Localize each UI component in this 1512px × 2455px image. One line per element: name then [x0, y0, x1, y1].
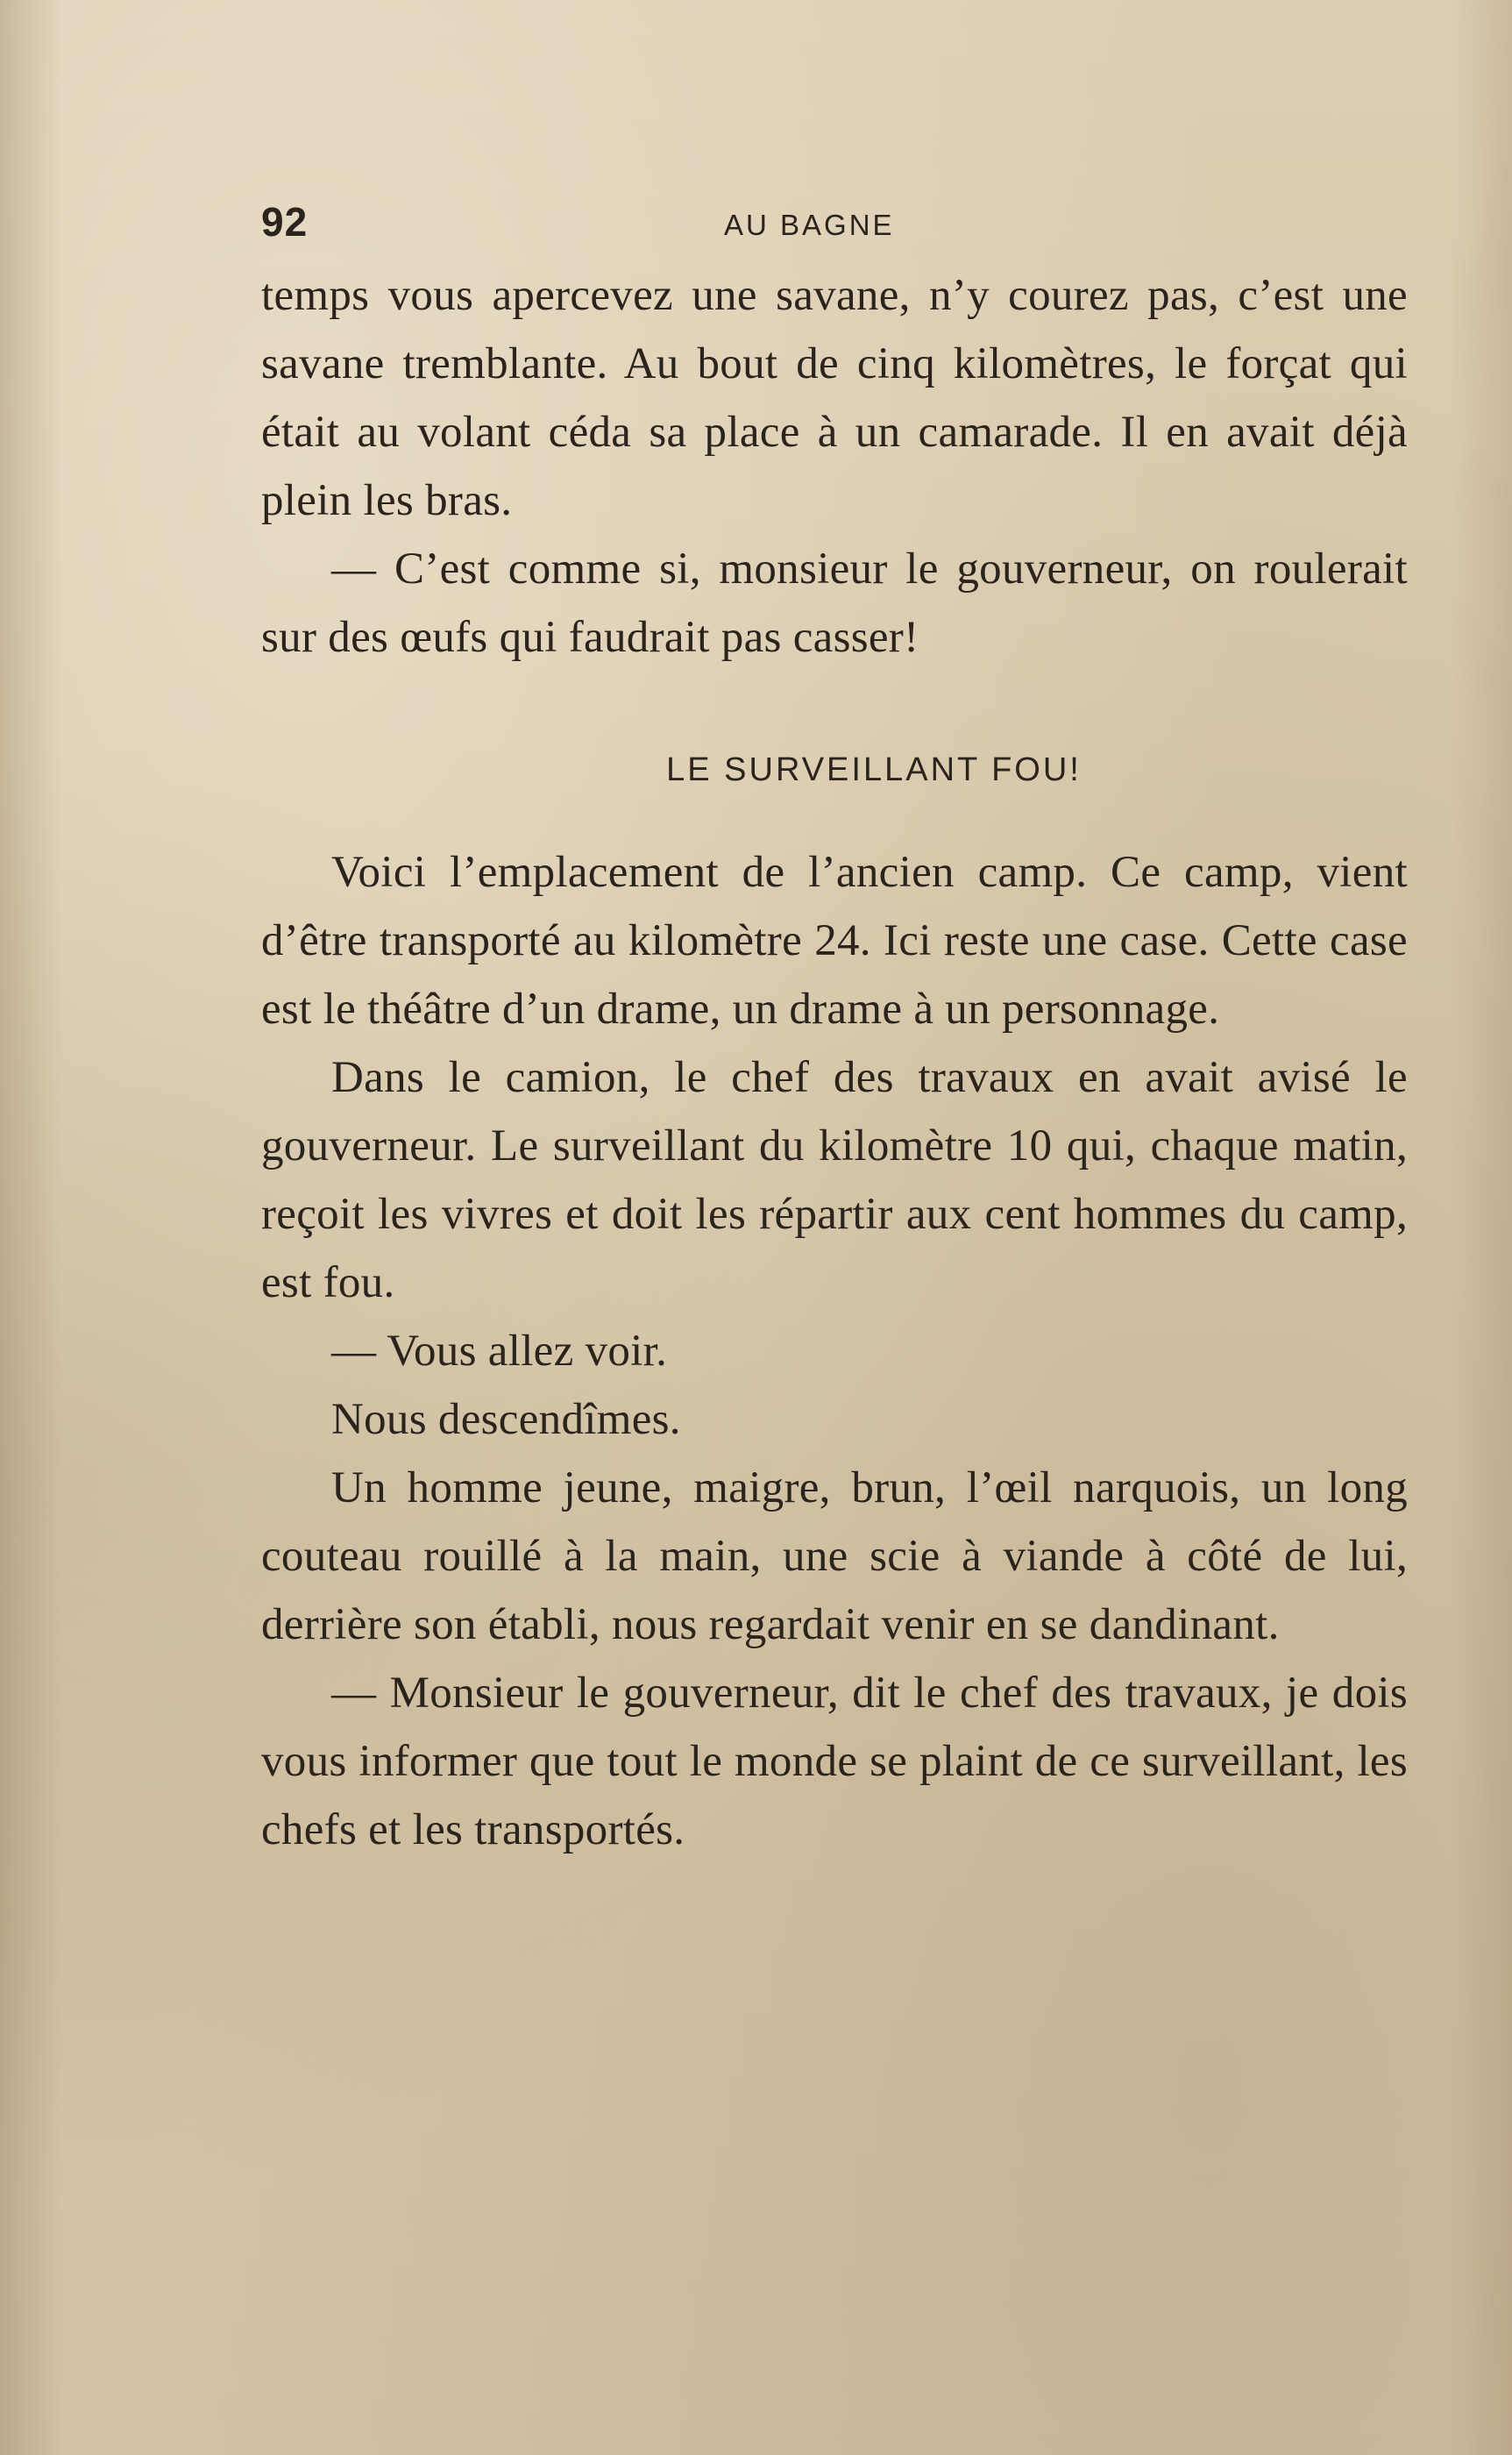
page-edge-shadow-left [0, 0, 61, 2455]
paragraph: temps vous apercevez une savane, n’y courez pas, c’est une savane tremblante. Au bout de cinq kilomètres, le forçat qui était au volant céda sa place à un camarade. Il en avait déjà plein les bras. [261, 271, 1408, 525]
paragraph: Voici l’emplacement de l’ancien camp. Ce camp, vient d’être transporté au kilomètre 24. Ici reste une case. Cette case est le théâtre d’un drame, un drame à un personnage. [261, 848, 1408, 1034]
page-header [261, 191, 1408, 253]
paragraph: — Monsieur le gouverneur, dit le chef des travaux, je dois vous informer que tout le monde se plaint de ce surveillant, les chefs et les transportés. [261, 1669, 1408, 1854]
running-head: AU BAGNE [724, 209, 895, 241]
body-text [261, 261, 1408, 1864]
paragraph: Dans le camion, le chef des travaux en avait avisé le gouverneur. Le surveillant du kilomètre 10 qui, chaque matin, reçoit les vivres et doit les répartir aux cent hommes du camp, est fou. [261, 1053, 1408, 1307]
page-edge-shadow-right [1451, 0, 1512, 2455]
section-heading: LE SURVEILLANT FOU! [666, 751, 1082, 788]
paragraph: — C’est comme si, monsieur le gouverneur, on roulerait sur des œufs qui faudrait pas casser! [261, 544, 1408, 662]
page-number: 92 [261, 199, 309, 245]
paragraph: Nous descendîmes. [331, 1395, 681, 1444]
paragraph: — Vous allez voir. [331, 1327, 668, 1376]
paragraph: Un homme jeune, maigre, brun, l’œil narquois, un long couteau rouillé à la main, une scie à viande à côté de lui, derrière son établi, nous regardait venir en se dandinant. [261, 1463, 1408, 1649]
